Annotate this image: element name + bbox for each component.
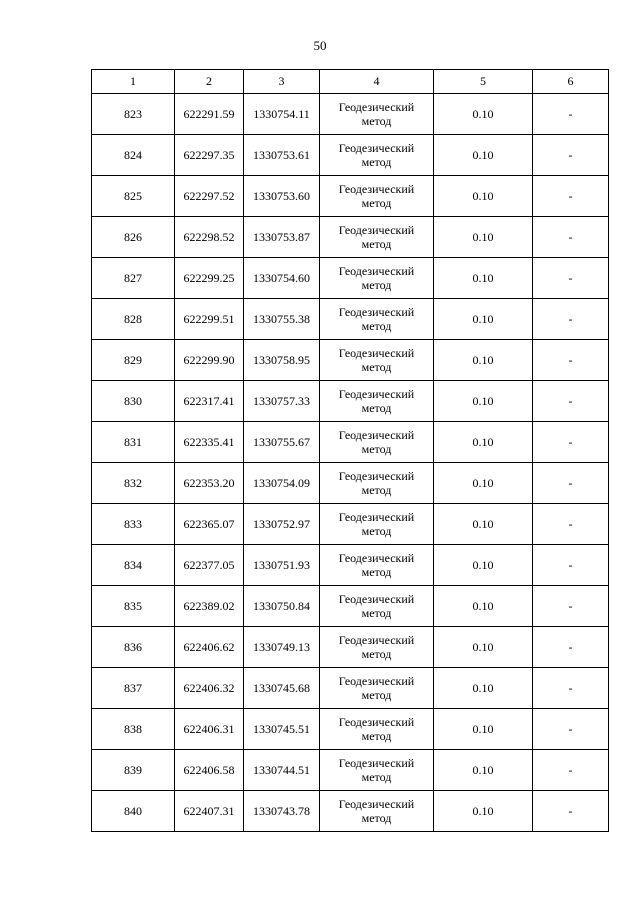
point-number-cell: 827 <box>92 258 175 299</box>
accuracy-cell: 0.10 <box>434 627 533 668</box>
method-line-1: Геодезический <box>338 715 415 729</box>
x-coordinate-cell: 622299.90 <box>175 340 244 381</box>
point-number-cell: 828 <box>92 299 175 340</box>
note-cell: - <box>533 627 609 668</box>
x-coordinate-cell: 622297.52 <box>175 176 244 217</box>
table-row <box>92 217 609 258</box>
point-number-cell: 824 <box>92 135 175 176</box>
note-cell: - <box>533 217 609 258</box>
y-coordinate-cell: 1330750.84 <box>244 586 320 627</box>
note-cell: - <box>533 504 609 545</box>
x-coordinate-cell: 622299.51 <box>175 299 244 340</box>
x-coordinate-cell: 622406.31 <box>175 709 244 750</box>
table-row <box>92 750 609 791</box>
x-coordinate-cell: 622353.20 <box>175 463 244 504</box>
note-cell: - <box>533 299 609 340</box>
header-cell-4: 4 <box>320 70 434 94</box>
method-line-2: метод <box>361 647 392 661</box>
note-cell: - <box>533 709 609 750</box>
accuracy-cell: 0.10 <box>434 668 533 709</box>
accuracy-cell: 0.10 <box>434 463 533 504</box>
point-number-cell: 832 <box>92 463 175 504</box>
y-coordinate-cell: 1330743.78 <box>244 791 320 832</box>
accuracy-cell: 0.10 <box>434 709 533 750</box>
x-coordinate-cell: 622291.59 <box>175 94 244 135</box>
method-cell <box>320 381 434 422</box>
method-line-1: Геодезический <box>338 592 415 606</box>
note-cell: - <box>533 176 609 217</box>
point-number-cell: 839 <box>92 750 175 791</box>
header-cell-3: 3 <box>244 70 320 94</box>
method-cell <box>320 709 434 750</box>
point-number-cell: 829 <box>92 340 175 381</box>
x-coordinate-cell: 622297.35 <box>175 135 244 176</box>
accuracy-cell: 0.10 <box>434 545 533 586</box>
point-number-cell: 833 <box>92 504 175 545</box>
point-number-cell: 834 <box>92 545 175 586</box>
table-header-row <box>92 70 609 94</box>
header-cell-1: 1 <box>92 70 175 94</box>
table-row <box>92 176 609 217</box>
method-line-2: метод <box>361 483 392 497</box>
accuracy-cell: 0.10 <box>434 299 533 340</box>
note-cell: - <box>533 94 609 135</box>
method-line-1: Геодезический <box>338 264 415 278</box>
method-line-1: Геодезический <box>338 551 415 565</box>
accuracy-cell: 0.10 <box>434 94 533 135</box>
table-row <box>92 381 609 422</box>
point-number-cell: 823 <box>92 94 175 135</box>
method-line-2: метод <box>361 729 392 743</box>
accuracy-cell: 0.10 <box>434 381 533 422</box>
method-line-1: Геодезический <box>338 141 415 155</box>
accuracy-cell: 0.10 <box>434 258 533 299</box>
method-line-1: Геодезический <box>338 633 415 647</box>
x-coordinate-cell: 622377.05 <box>175 545 244 586</box>
table-body <box>92 70 609 832</box>
table-row <box>92 299 609 340</box>
header-cell-2: 2 <box>175 70 244 94</box>
x-coordinate-cell: 622317.41 <box>175 381 244 422</box>
note-cell: - <box>533 586 609 627</box>
method-cell <box>320 422 434 463</box>
method-cell <box>320 217 434 258</box>
method-line-1: Геодезический <box>338 387 415 401</box>
accuracy-cell: 0.10 <box>434 586 533 627</box>
table-row <box>92 668 609 709</box>
accuracy-cell: 0.10 <box>434 340 533 381</box>
note-cell: - <box>533 135 609 176</box>
x-coordinate-cell: 622406.62 <box>175 627 244 668</box>
accuracy-cell: 0.10 <box>434 791 533 832</box>
note-cell: - <box>533 422 609 463</box>
header-cell-6: 6 <box>533 70 609 94</box>
header-cell-5: 5 <box>434 70 533 94</box>
x-coordinate-cell: 622406.32 <box>175 668 244 709</box>
method-line-2: метод <box>361 811 392 825</box>
table-row <box>92 422 609 463</box>
table-row <box>92 463 609 504</box>
method-line-2: метод <box>361 237 392 251</box>
method-line-1: Геодезический <box>338 469 415 483</box>
x-coordinate-cell: 622365.07 <box>175 504 244 545</box>
method-cell <box>320 299 434 340</box>
y-coordinate-cell: 1330744.51 <box>244 750 320 791</box>
method-cell <box>320 340 434 381</box>
method-cell <box>320 258 434 299</box>
method-line-1: Геодезический <box>338 305 415 319</box>
point-number-cell: 830 <box>92 381 175 422</box>
method-cell <box>320 94 434 135</box>
y-coordinate-cell: 1330753.61 <box>244 135 320 176</box>
y-coordinate-cell: 1330751.93 <box>244 545 320 586</box>
y-coordinate-cell: 1330745.51 <box>244 709 320 750</box>
y-coordinate-cell: 1330753.87 <box>244 217 320 258</box>
method-cell <box>320 135 434 176</box>
note-cell: - <box>533 340 609 381</box>
y-coordinate-cell: 1330755.67 <box>244 422 320 463</box>
method-line-2: метод <box>361 442 392 456</box>
x-coordinate-cell: 622299.25 <box>175 258 244 299</box>
y-coordinate-cell: 1330757.33 <box>244 381 320 422</box>
x-coordinate-cell: 622406.58 <box>175 750 244 791</box>
x-coordinate-cell: 622407.31 <box>175 791 244 832</box>
table-row <box>92 504 609 545</box>
method-cell <box>320 627 434 668</box>
x-coordinate-cell: 622298.52 <box>175 217 244 258</box>
method-line-2: метод <box>361 688 392 702</box>
coordinates-table <box>91 69 609 832</box>
method-line-2: метод <box>361 770 392 784</box>
method-cell <box>320 750 434 791</box>
accuracy-cell: 0.10 <box>434 750 533 791</box>
note-cell: - <box>533 791 609 832</box>
table-row <box>92 258 609 299</box>
method-cell <box>320 791 434 832</box>
table-row <box>92 340 609 381</box>
method-cell <box>320 504 434 545</box>
y-coordinate-cell: 1330754.11 <box>244 94 320 135</box>
method-cell <box>320 586 434 627</box>
table-row <box>92 791 609 832</box>
x-coordinate-cell: 622389.02 <box>175 586 244 627</box>
point-number-cell: 835 <box>92 586 175 627</box>
method-cell <box>320 176 434 217</box>
method-line-2: метод <box>361 278 392 292</box>
accuracy-cell: 0.10 <box>434 422 533 463</box>
table-row <box>92 709 609 750</box>
method-line-2: метод <box>361 319 392 333</box>
method-cell <box>320 668 434 709</box>
method-line-2: метод <box>361 360 392 374</box>
point-number-cell: 825 <box>92 176 175 217</box>
note-cell: - <box>533 668 609 709</box>
table-row <box>92 94 609 135</box>
y-coordinate-cell: 1330752.97 <box>244 504 320 545</box>
method-line-1: Геодезический <box>338 346 415 360</box>
method-line-1: Геодезический <box>338 223 415 237</box>
point-number-cell: 826 <box>92 217 175 258</box>
y-coordinate-cell: 1330754.09 <box>244 463 320 504</box>
y-coordinate-cell: 1330753.60 <box>244 176 320 217</box>
method-cell <box>320 463 434 504</box>
method-line-2: метод <box>361 524 392 538</box>
y-coordinate-cell: 1330755.38 <box>244 299 320 340</box>
method-line-1: Геодезический <box>338 674 415 688</box>
note-cell: - <box>533 750 609 791</box>
accuracy-cell: 0.10 <box>434 176 533 217</box>
y-coordinate-cell: 1330754.60 <box>244 258 320 299</box>
method-line-1: Геодезический <box>338 510 415 524</box>
y-coordinate-cell: 1330758.95 <box>244 340 320 381</box>
accuracy-cell: 0.10 <box>434 135 533 176</box>
table-row <box>92 627 609 668</box>
table-row <box>92 135 609 176</box>
method-line-1: Геодезический <box>338 797 415 811</box>
point-number-cell: 836 <box>92 627 175 668</box>
method-line-1: Геодезический <box>338 428 415 442</box>
y-coordinate-cell: 1330749.13 <box>244 627 320 668</box>
point-number-cell: 838 <box>92 709 175 750</box>
note-cell: - <box>533 463 609 504</box>
point-number-cell: 837 <box>92 668 175 709</box>
x-coordinate-cell: 622335.41 <box>175 422 244 463</box>
method-cell <box>320 545 434 586</box>
method-line-1: Геодезический <box>338 100 415 114</box>
accuracy-cell: 0.10 <box>434 504 533 545</box>
method-line-1: Геодезический <box>338 756 415 770</box>
y-coordinate-cell: 1330745.68 <box>244 668 320 709</box>
method-line-2: метод <box>361 565 392 579</box>
method-line-2: метод <box>361 196 392 210</box>
point-number-cell: 840 <box>92 791 175 832</box>
method-line-2: метод <box>361 114 392 128</box>
table-row <box>92 545 609 586</box>
method-line-2: метод <box>361 401 392 415</box>
method-line-1: Геодезический <box>338 182 415 196</box>
note-cell: - <box>533 381 609 422</box>
table-row <box>92 586 609 627</box>
note-cell: - <box>533 258 609 299</box>
point-number-cell: 831 <box>92 422 175 463</box>
method-line-2: метод <box>361 606 392 620</box>
page-number: 50 <box>313 38 327 53</box>
accuracy-cell: 0.10 <box>434 217 533 258</box>
note-cell: - <box>533 545 609 586</box>
method-line-2: метод <box>361 155 392 169</box>
